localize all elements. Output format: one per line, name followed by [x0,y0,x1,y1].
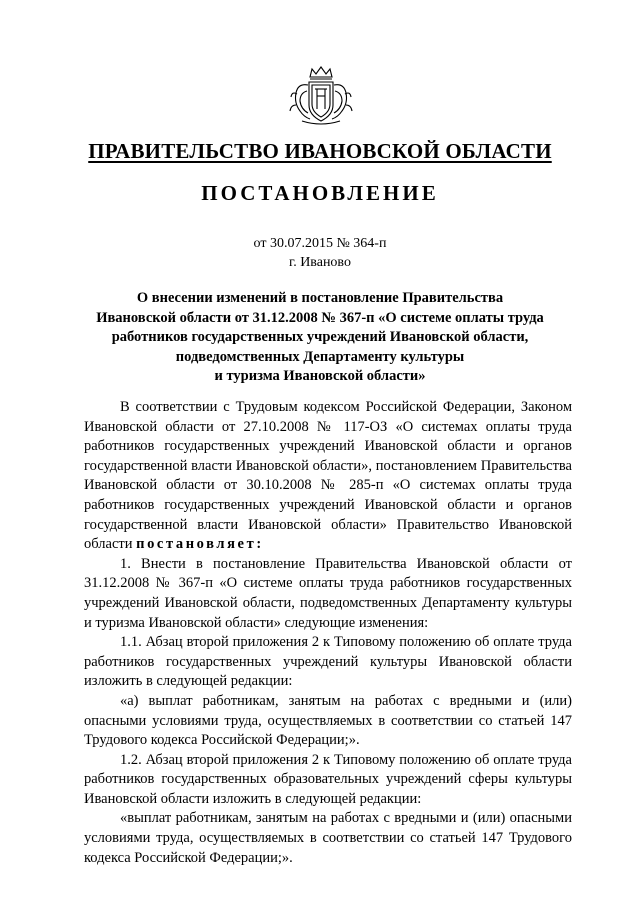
document-type: ПОСТАНОВЛЕНИЕ [201,181,439,205]
clause-paragraph: 1.2. Абзац второй приложения 2 к Типовому положению об оплате труда работников государственных образовательных учреждений сферы культуры Ивановской области изложить в следующей редакции: [84,751,572,807]
clause-paragraph: «а) выплат работникам, занятым на работах с вредными и (или) опасными условиями труда, осуществляемых в соответствии со статьей 147 Трудового кодекса Российской Федерации;». [84,692,572,749]
title-line: и туризма Ивановской области» [214,368,426,384]
document-city: г. Иваново [289,255,351,270]
document-date-number: от 30.07.2015 № 364-п [253,236,387,251]
title-line: работников государственных учреждений Ивановской области, [111,329,529,345]
coat-of-arms-icon [288,63,354,127]
title-line: подведомственных Департаменту культуры [175,348,465,365]
preamble-text: В соответствии с Трудовым кодексом Российской Федерации, Законом Ивановской области от 27.10.2008 № 117-ОЗ «О системах оплаты труда работников государственных учреждений Ивановской области и органов государственной власти Ивановской области», постановлением Правительства Ивановской области от 30.10.2008 № 285-п «О системах оплаты труда работников государственных учреждений Ивановской области и органов государственной власти Ивановской области» Правительство Ивановской области [84,399,572,553]
title-line: О внесении изменений в постановление Правительства [136,290,504,306]
document-body [84,398,572,868]
document-title [80,289,560,387]
decree-word: постановляет: [136,536,264,553]
preamble-paragraph [84,398,572,555]
title-line: Ивановской области от 31.12.2008 № 367-п «О системе оплаты труда [96,309,544,326]
government-name: ПРАВИТЕЛЬСТВО ИВАНОВСКОЙ ОБЛАСТИ [88,139,552,163]
clause-paragraph: «выплат работникам, занятым на работах с вредными и (или) опасными условиями труда, осуществляемых в соответствии со статьей 147 Трудового кодекса Российской Федерации;». [84,810,572,866]
clause-paragraph: 1.1. Абзац второй приложения 2 к Типовому положению об оплате труда работников государственных учреждений культуры Ивановской области изложить в следующей редакции: [84,634,572,690]
clause-paragraph: 1. Внести в постановление Правительства Ивановской области от 31.12.2008 № 367-п «О системе оплаты труда работников государственных учреждений Ивановской области, подведомственных Департаменту культуры и туризма Ивановской области» следующие изменения: [84,555,572,631]
